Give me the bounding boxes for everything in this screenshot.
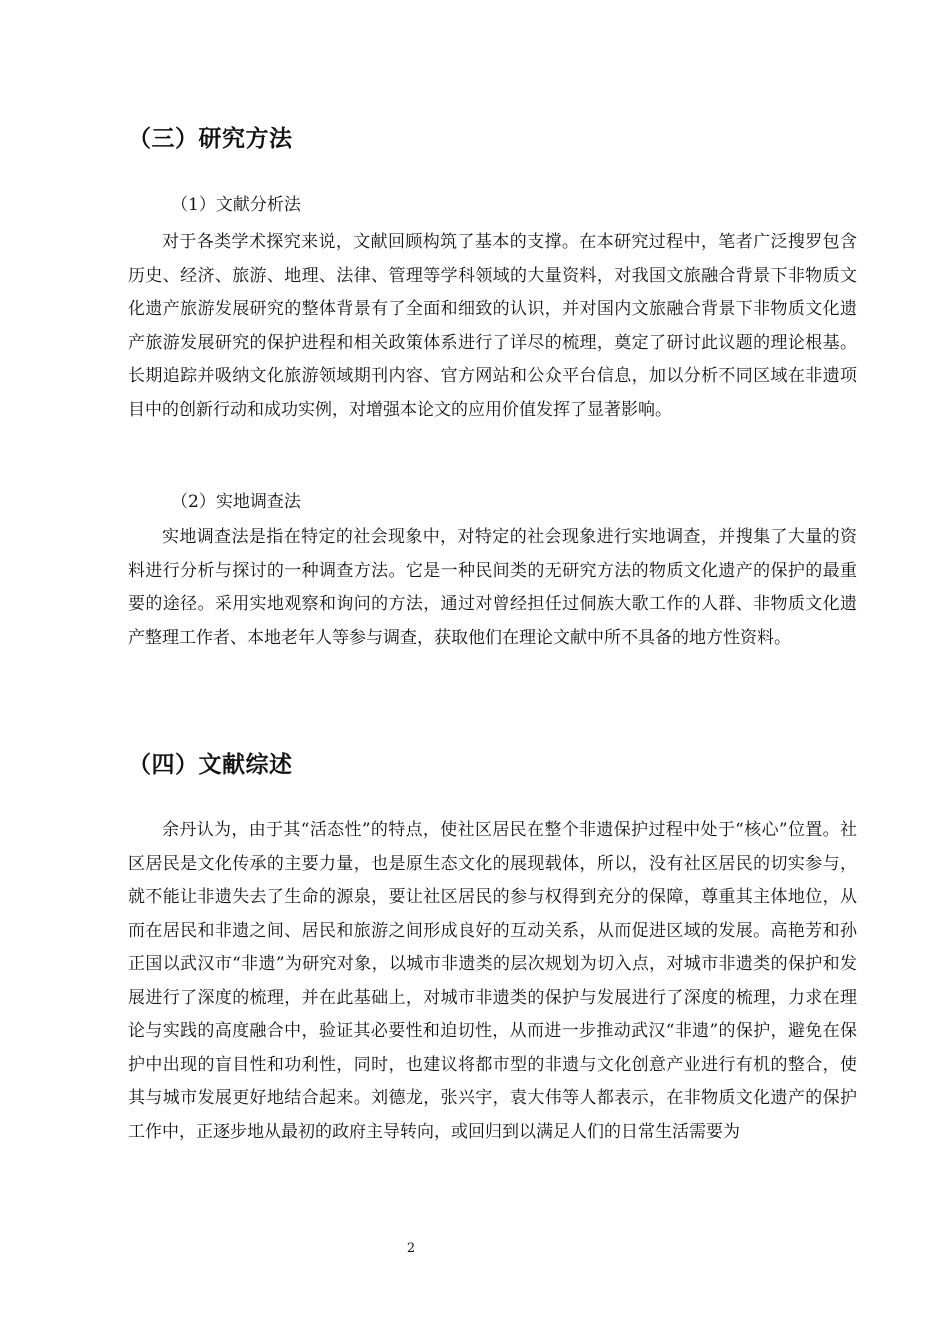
paragraph-field-survey: 实地调查法是指在特定的社会现象中，对特定的社会现象进行实地调查，并搜集了大量的资料进行分析与探讨的一种调查方法。它是一种民间类的无研究方法的物质文化遗产的保护的最重要的途径。采用实地观察和询问的方法，通过对曾经担任过侗族大歌工作的人群、非物质文化遗产整理工作者、本地老年人等参与调查，获取他们在理论文献中所不具备的地方性资料。 bbox=[128, 527, 857, 648]
subheading-literature-analysis: （1）文献分析法 bbox=[171, 195, 301, 215]
page-number: 2 bbox=[406, 1241, 416, 1256]
paragraph-literature-review: 余丹认为，由于其“活态性”的特点，使社区居民在整个非遗保护过程中处于“核心”位置。社区居民是文化传承的主要力量，也是原生态文化的展现载体，所以，没有社区居民的切实参与，就不能让非遗失去了生命的源泉，要让社区居民的参与权得到充分的保障，尊重其主体地位，从而在居民和非遗之间、居民和旅游之间形成良好的互动关系，从而促进区域的发展。高艳芳和孙正国以武汉市“非遗”为研究对象，以城市非遗类的层次规划为切入点，对城市非遗类的保护和发展进行了深度的梳理，并在此基础上，对城市非遗类的保护与发展进行了深度的梳理，力求在理论与实践的高度融合中，验证其必要性和迫切性，从而进一步推动武汉“非遗”的保护，避免在保护中出现的盲目性和功利性，同时，也建议将都市型的非遗与文化创意产业进行有机的整合，使其与城市发展更好地结合起来。刘德龙，张兴宇，袁大伟等人都表示，在非物质文化遗产的保护工作中，正逐步地从最初的政府主导转向，或回归到以满足人们的日常生活需要为 bbox=[128, 820, 857, 1142]
subheading-field-survey: （2）实地调查法 bbox=[171, 492, 301, 512]
section-heading-literature-review: （四）文献综述 bbox=[128, 752, 293, 778]
section-heading-research-methods: （三）研究方法 bbox=[128, 126, 293, 152]
paragraph-literature-analysis: 对于各类学术探究来说，文献回顾构筑了基本的支撑。在本研究过程中，笔者广泛搜罗包含历史、经济、旅游、地理、法律、管理等学科领域的大量资料，对我国文旅融合背景下非物质文化遗产旅游发展研究的整体背景有了全面和细致的认识，并对国内文旅融合背景下非物质文化遗产旅游发展研究的保护进程和相关政策体系进行了详尽的梳理，奠定了研讨此议题的理论根基。长期追踪并吸纳文化旅游领域期刊内容、官方网站和公众平台信息，加以分析不同区域在非遗项目中的创新行动和成功实例，对增强本论文的应用价值发挥了显著影响。 bbox=[128, 232, 857, 420]
